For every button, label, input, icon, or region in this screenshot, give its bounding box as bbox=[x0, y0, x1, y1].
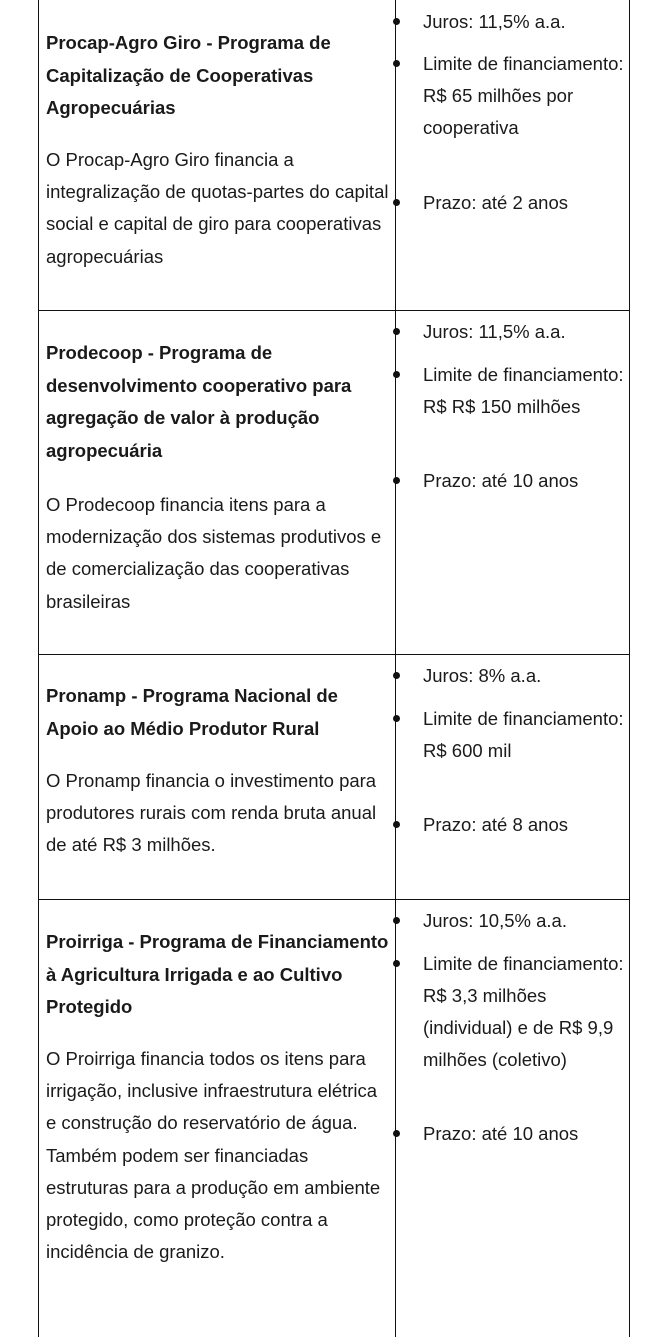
bullet-icon bbox=[393, 328, 400, 335]
term-duration: Prazo: até 10 anos bbox=[396, 1118, 628, 1150]
term-limit: Limite de financiamento: R$ 3,3 milhões (individual) e de R$ 9,9 milhões (coletivo) bbox=[396, 948, 628, 1076]
bullet-icon bbox=[393, 60, 400, 67]
program-title: Pronamp - Programa Nacional de Apoio ao Médio Produtor Rural bbox=[46, 685, 338, 739]
program-title: Procap-Agro Giro - Programa de Capitalização de Cooperativas Agropecuárias bbox=[46, 32, 331, 118]
bullet-icon bbox=[393, 960, 400, 967]
term-limit: Limite de financiamento: R$ 65 milhões por cooperativa bbox=[396, 48, 628, 144]
term-limit: Limite de financiamento: R$ 600 mil bbox=[396, 703, 628, 767]
bullet-icon bbox=[393, 917, 400, 924]
program-description: O Pronamp financia o investimento para produtores rurais com renda bruta anual de até R$ 3 milhões. bbox=[46, 770, 377, 856]
table-row-procap-agro-giro bbox=[39, 0, 629, 311]
term-duration: Prazo: até 8 anos bbox=[396, 809, 628, 841]
bullet-icon bbox=[393, 199, 400, 206]
program-title: Proirriga - Programa de Financiamento à Agricultura Irrigada e ao Cultivo Protegido bbox=[46, 931, 389, 1017]
program-info-cell bbox=[39, 0, 396, 310]
program-terms-cell bbox=[396, 0, 629, 310]
credit-programs-table bbox=[38, 0, 630, 1337]
term-limit: Limite de financiamento: R$ R$ 150 milhões bbox=[396, 359, 628, 423]
table-row-prodecoop bbox=[39, 311, 629, 655]
term-duration: Prazo: até 2 anos bbox=[396, 187, 628, 219]
term-interest: Juros: 11,5% a.a. bbox=[396, 6, 628, 38]
bullet-icon bbox=[393, 715, 400, 722]
program-description: O Proirriga financia todos os itens para irrigação, inclusive infraestrutura elétrica e construção do reservatório de água. Também podem ser financiadas estruturas para a produção em ambiente protegido, como proteção contra a incidência de granizo. bbox=[46, 1048, 381, 1263]
program-terms-cell bbox=[396, 311, 629, 654]
term-interest: Juros: 8% a.a. bbox=[396, 660, 628, 692]
program-info-cell bbox=[39, 900, 396, 1337]
program-description: O Prodecoop financia itens para a modernização dos sistemas produtivos e de comercialização das cooperativas brasileiras bbox=[46, 494, 382, 612]
program-info-cell bbox=[39, 311, 396, 654]
term-interest: Juros: 11,5% a.a. bbox=[396, 316, 628, 348]
program-title: Prodecoop - Programa de desenvolvimento cooperativo para agregação de valor à produção agropecuária bbox=[46, 342, 352, 461]
program-info-cell bbox=[39, 655, 396, 899]
bullet-icon bbox=[393, 821, 400, 828]
table-row-proirriga bbox=[39, 900, 629, 1337]
bullet-icon bbox=[393, 477, 400, 484]
program-description: O Procap-Agro Giro financia a integralização de quotas-partes do capital social e capital de giro para cooperativas agropecuárias bbox=[46, 149, 389, 267]
bullet-icon bbox=[393, 672, 400, 679]
term-duration: Prazo: até 10 anos bbox=[396, 465, 628, 497]
bullet-icon bbox=[393, 18, 400, 25]
bullet-icon bbox=[393, 371, 400, 378]
term-interest: Juros: 10,5% a.a. bbox=[396, 905, 628, 937]
program-terms-cell bbox=[396, 655, 629, 899]
table-row-pronamp bbox=[39, 655, 629, 900]
bullet-icon bbox=[393, 1130, 400, 1137]
program-terms-cell bbox=[396, 900, 629, 1337]
